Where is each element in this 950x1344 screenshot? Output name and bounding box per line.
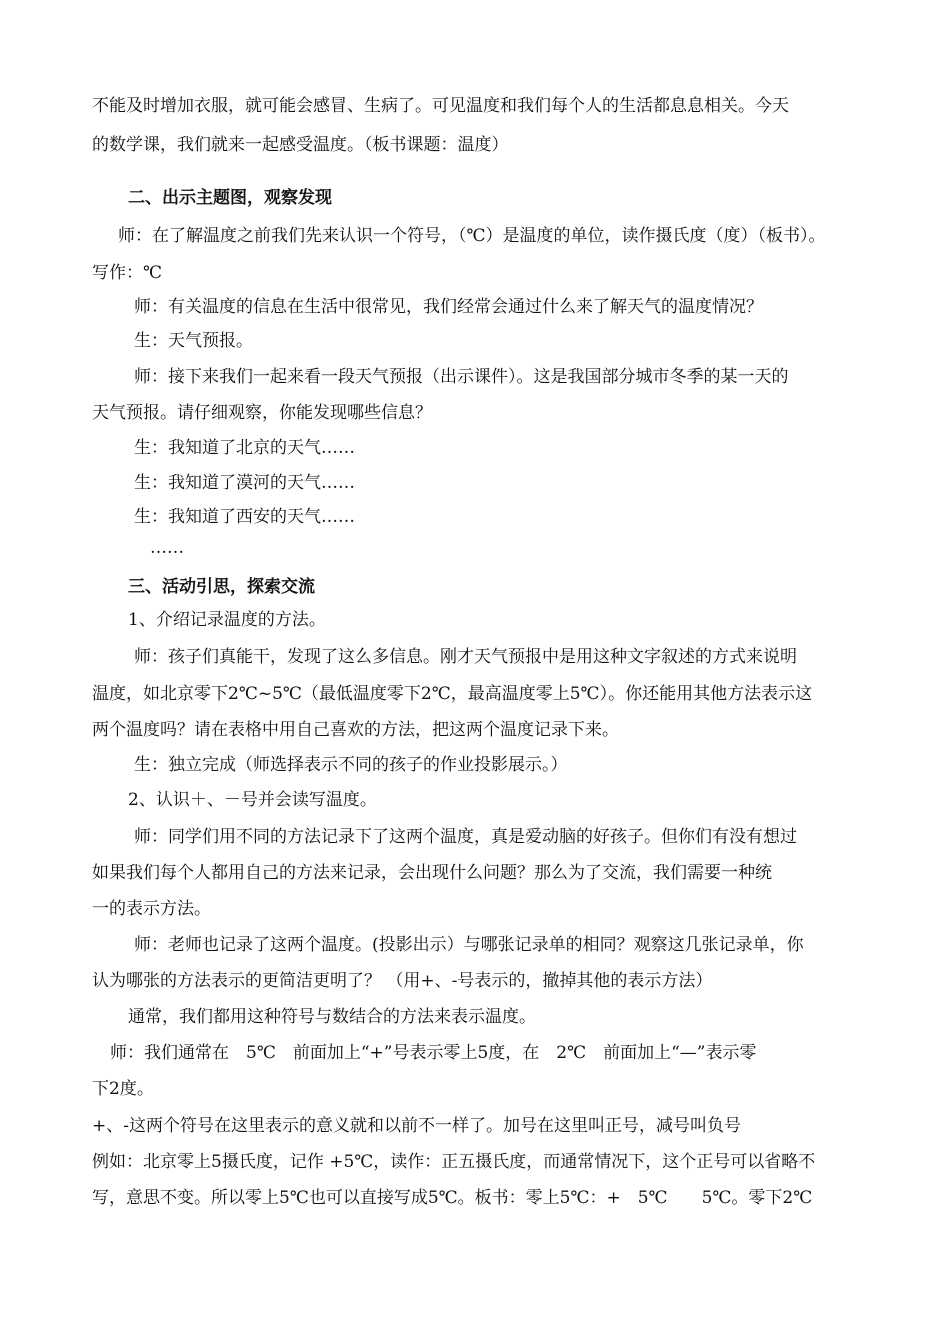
- paragraph-line: ……: [150, 538, 184, 558]
- paragraph-line: 师：老师也记录了这两个温度。(投影出示）与哪张记录单的相同？观察这几张记录单，你: [134, 935, 804, 955]
- paragraph-line: 生：我知道了漠河的天气……: [134, 473, 355, 493]
- paragraph-line: 如果我们每个人都用自己的方法来记录，会出现什么问题？那么为了交流，我们需要一种统: [92, 863, 772, 883]
- paragraph-line: 师：接下来我们一起来看一段天气预报（出示课件）。这是我国部分城市冬季的某一天的: [134, 367, 789, 387]
- paragraph-line: 师：在了解温度之前我们先来认识一个符号，（℃）是温度的单位，读作摄氏度（度）（板书）。: [118, 226, 826, 246]
- paragraph-line: 生：天气预报。: [134, 331, 253, 351]
- paragraph-line: 的数学课，我们就来一起感受温度。（板书课题：温度）: [92, 135, 509, 155]
- paragraph-line: 认为哪张的方法表示的更简洁更明了？ （用+、-号表示的，撤掉其他的表示方法）: [92, 971, 713, 991]
- paragraph-line: 温度，如北京零下2℃~5℃（最低温度零下2℃，最高温度零上5℃）。你还能用其他方法表示这: [92, 684, 813, 704]
- section-heading-2: 二、出示主题图，观察发现: [128, 188, 332, 208]
- paragraph-line: 一的表示方法。: [92, 899, 211, 919]
- paragraph-line: 通常，我们都用这种符号与数结合的方法来表示温度。: [128, 1007, 536, 1027]
- paragraph-line: 下2度。: [92, 1079, 154, 1099]
- paragraph-line: 例如：北京零上5摄氏度，记作 +5℃，读作：正五摄氏度，而通常情况下，这个正号可以省略不: [92, 1152, 816, 1172]
- paragraph-line: 师：同学们用不同的方法记录下了这两个温度，真是爱动脑的好孩子。但你们有没有想过: [134, 827, 797, 847]
- section-heading-3: 三、活动引思，探索交流: [128, 577, 315, 597]
- paragraph-line: 2、认识＋、－号并会读写温度。: [128, 790, 377, 810]
- paragraph-line: 写，意思不变。所以零上5℃也可以直接写成5℃。板书：零上5℃：+ 5℃ 5℃。零下2℃: [92, 1188, 813, 1208]
- paragraph-line: 生：我知道了北京的天气……: [134, 438, 355, 458]
- paragraph-line: 两个温度吗？请在表格中用自己喜欢的方法，把这两个温度记录下来。: [92, 720, 619, 740]
- paragraph-line: 天气预报。请仔细观察，你能发现哪些信息？: [92, 403, 432, 423]
- paragraph-line: 1、介绍记录温度的方法。: [128, 610, 326, 630]
- paragraph-line: 生：我知道了西安的天气……: [134, 507, 355, 527]
- paragraph-line: 师：孩子们真能干，发现了这么多信息。刚才天气预报中是用这种文字叙述的方式来说明: [134, 647, 797, 667]
- paragraph-line: 师：有关温度的信息在生活中很常见，我们经常会通过什么来了解天气的温度情况？: [134, 297, 763, 317]
- paragraph-line: 写作：℃: [92, 263, 163, 283]
- paragraph-line: 不能及时增加衣服，就可能会感冒、生病了。可见温度和我们每个人的生活都息息相关。今天: [92, 96, 789, 116]
- paragraph-line: 师：我们通常在 5℃ 前面加上“+”号表示零上5度，在 2℃ 前面加上“—”表示零: [110, 1043, 757, 1063]
- paragraph-line: +、-这两个符号在这里表示的意义就和以前不一样了。加号在这里叫正号，减号叫负号: [92, 1116, 741, 1136]
- paragraph-line: 生：独立完成（师选择表示不同的孩子的作业投影展示。）: [134, 755, 568, 775]
